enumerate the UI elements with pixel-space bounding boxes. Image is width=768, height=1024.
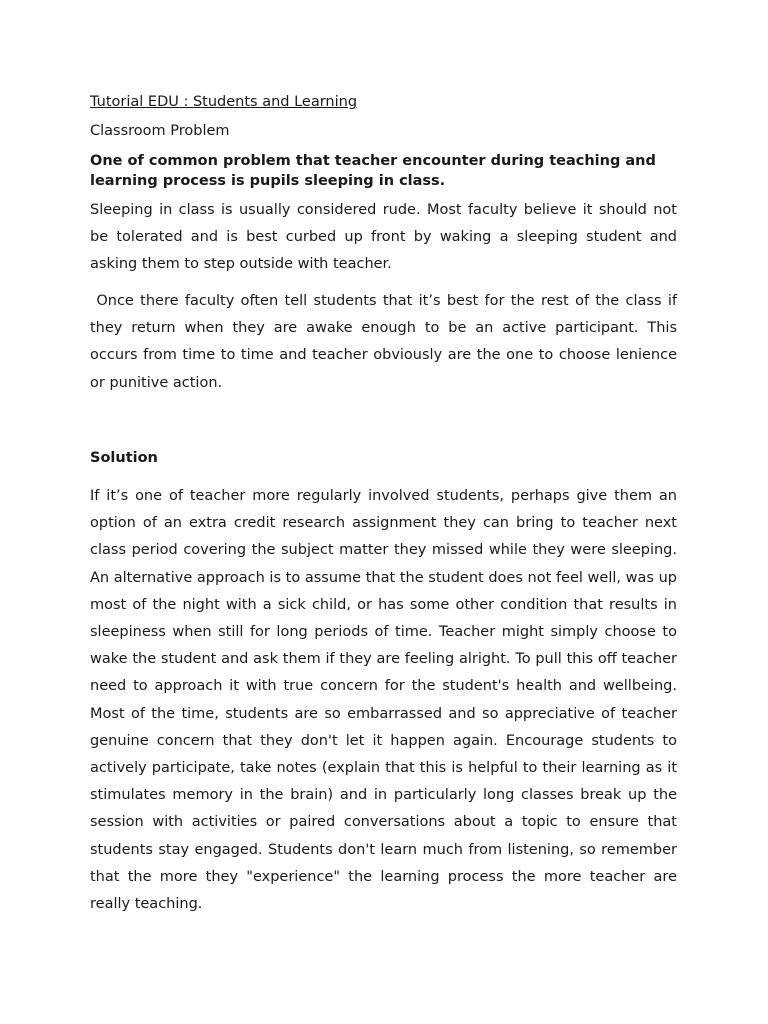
solution-paragraph: If it’s one of teacher more regularly involved students, perhaps give them an option of an extra credit research assignment they can bring to teacher next class period covering the subject matter they missed while they were sleeping. An alternative approach is to assume that the student does not feel well, was up most of the night with a sick child, or has some other condition that results in sleepiness when still for long periods of time. Teacher might simply choose to wake the student and ask them if they are feeling alright. To pull this off teacher need to approach it with true concern for the student's health and wellbeing. Most of the time, students are so embarrassed and so appreciative of teacher genuine concern that they don't let it happen again. Encourage students to actively participate, take notes (explain that this is helpful to their learning as it stimulates memory in the brain) and in particularly long classes break up the session with activities or paired conversations about a topic to ensure that students stay engaged. Students don't learn much from listening, so remember that the more they "experience" the learning process the more teacher are really teaching.	[90, 488, 677, 913]
document-page	[90, 0, 677, 1024]
solution-heading: Solution	[90, 450, 158, 466]
document-subtitle: Classroom Problem	[90, 123, 230, 139]
lead-statement: One of common problem that teacher encounter during teaching and learning process is pupils sleeping in class.	[90, 153, 656, 189]
document-title: Tutorial EDU : Students and Learning	[90, 94, 358, 110]
paragraph-1: Sleeping in class is usually considered rude. Most faculty believe it should not be tolerated and is best curbed up front by waking a sleeping student and asking them to step outside with teacher.	[90, 202, 677, 273]
paragraph-2: Once there faculty often tell students that it’s best for the rest of the class if they return when they are awake enough to be an active participant. This occurs from time to time and teacher obviously are the one to choose lenience or punitive action.	[90, 293, 677, 391]
